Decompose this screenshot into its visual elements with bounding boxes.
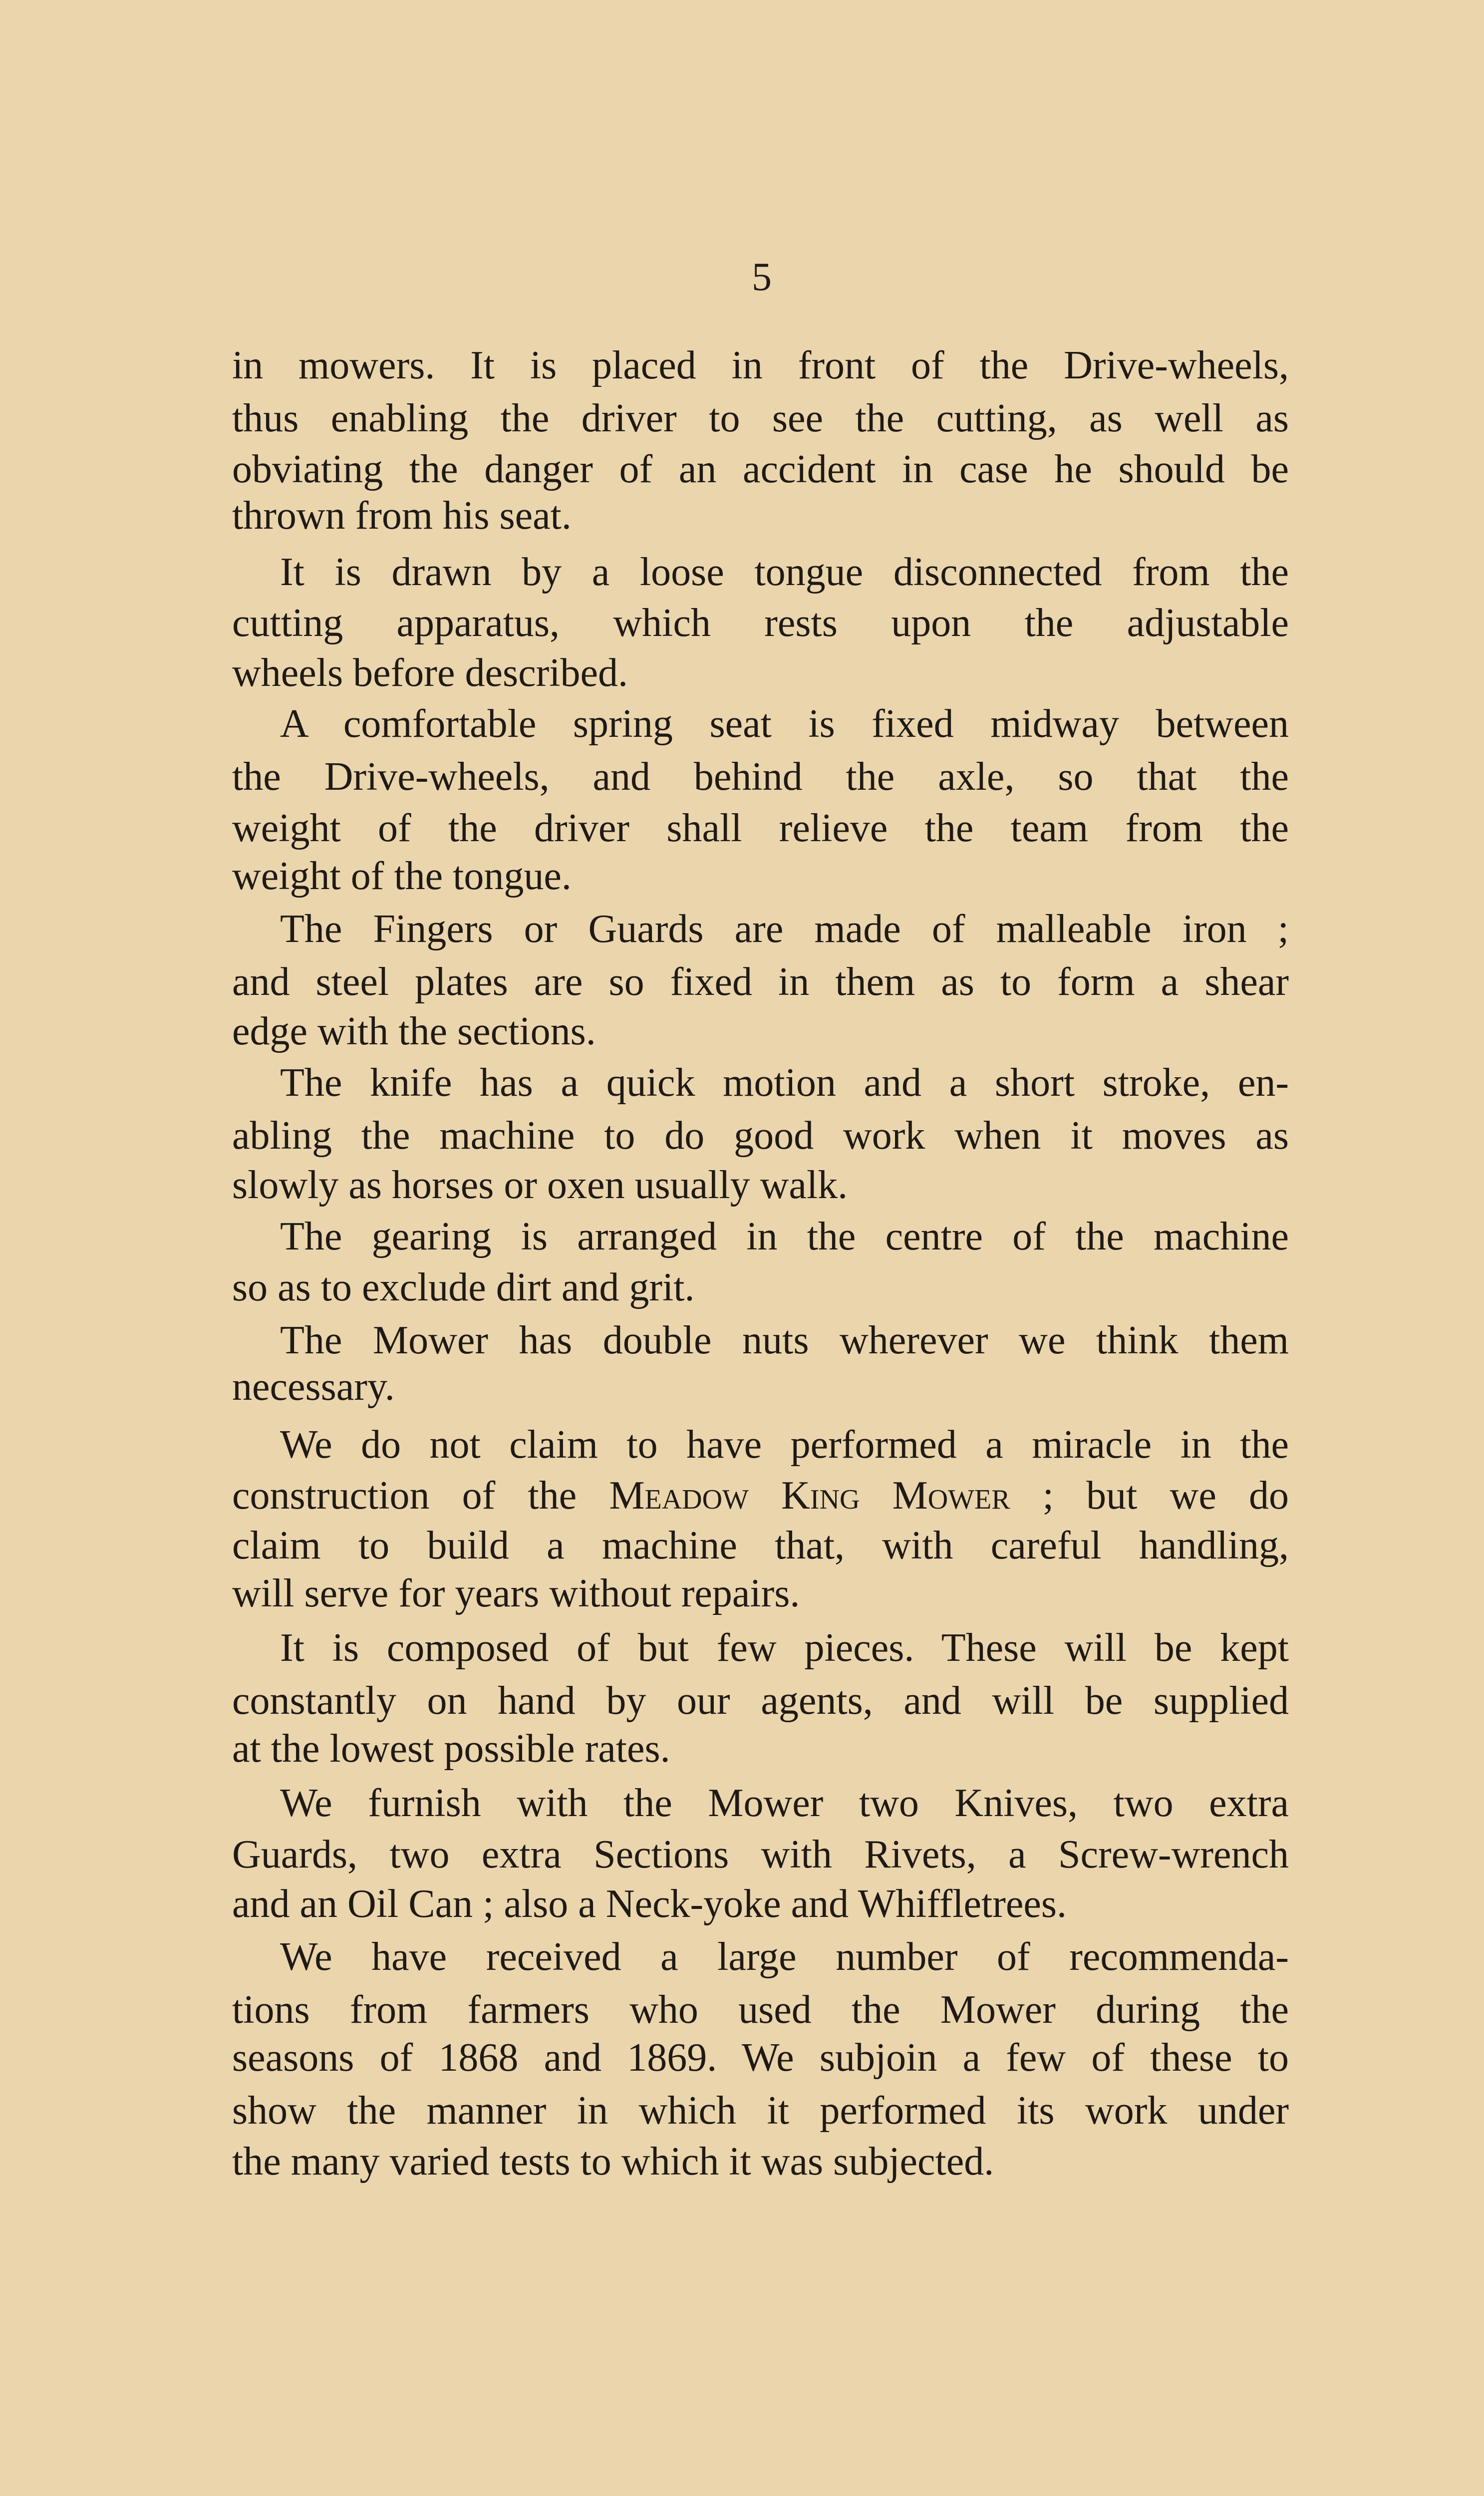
text-line: A comfortable spring seat is fixed midway between bbox=[280, 702, 1289, 746]
product-name-small-caps: Meadow King Mower bbox=[609, 1474, 1010, 1518]
text-line: show the manner in which it performed its work under bbox=[232, 2088, 1289, 2133]
text-line: constantly on hand by our agents, and will be supplied bbox=[232, 1678, 1289, 1723]
text-segment: construction of the bbox=[232, 1474, 609, 1518]
text-line: thrown from his seat. bbox=[232, 494, 572, 538]
text-line: claim to build a machine that, with careful handling, bbox=[232, 1523, 1289, 1567]
text-line: thus enabling the driver to see the cutting, as well as bbox=[232, 396, 1289, 440]
text-line: tions from farmers who used the Mower during the bbox=[232, 1987, 1289, 2032]
text-line: The Fingers or Guards are made of malleable iron ; bbox=[280, 907, 1289, 951]
text-line: necessary. bbox=[232, 1365, 395, 1409]
text-line: cutting apparatus, which rests upon the adjustable bbox=[232, 601, 1289, 645]
text-line: the many varied tests to which it was subjected. bbox=[232, 2140, 994, 2184]
text-line: so as to exclude dirt and grit. bbox=[232, 1265, 695, 1310]
text-line: The gearing is arranged in the centre of the machine bbox=[280, 1214, 1289, 1258]
text-line: We do not claim to have performed a miracle in the bbox=[280, 1422, 1289, 1467]
text-line: edge with the sections. bbox=[232, 1009, 596, 1054]
text-line bbox=[232, 1471, 1289, 1521]
text-line: weight of the driver shall relieve the team from the bbox=[232, 806, 1289, 850]
text-line: The knife has a quick motion and a short stroke, en- bbox=[280, 1060, 1289, 1105]
text-line: slowly as horses or oxen usually walk. bbox=[232, 1163, 848, 1207]
text-line: weight of the tongue. bbox=[232, 854, 572, 899]
text-line: the Drive-wheels, and behind the axle, so that the bbox=[232, 755, 1289, 799]
text-line: Guards, two extra Sections with Rivets, a Screw-wrench bbox=[232, 1832, 1289, 1876]
text-line: obviating the danger of an accident in case he should be bbox=[232, 447, 1289, 492]
text-line: wheels before described. bbox=[232, 650, 628, 695]
text-line: It is composed of but few pieces. These will be kept bbox=[280, 1625, 1289, 1670]
text-line: We furnish with the Mower two Knives, two extra bbox=[280, 1781, 1289, 1825]
text-line: and an Oil Can ; also a Neck-yoke and Whiffletrees. bbox=[232, 1881, 1067, 1926]
text-line: We have received a large number of recommenda- bbox=[280, 1934, 1289, 1979]
text-line: in mowers. It is placed in front of the Drive-wheels, bbox=[232, 343, 1289, 388]
text-line: It is drawn by a loose tongue disconnected from the bbox=[280, 550, 1289, 594]
text-line: will serve for years without repairs. bbox=[232, 1571, 800, 1615]
text-segment: ; but we do bbox=[1010, 1474, 1289, 1518]
text-line: The Mower has double nuts wherever we think them bbox=[280, 1318, 1289, 1363]
text-line: abling the machine to do good work when it moves as bbox=[232, 1113, 1289, 1158]
page-number: 5 bbox=[752, 255, 772, 299]
text-line: seasons of 1868 and 1869. We subjoin a few of these to bbox=[232, 2035, 1289, 2080]
text-line: at the lowest possible rates. bbox=[232, 1726, 670, 1771]
text-line: and steel plates are so fixed in them as to form a shear bbox=[232, 959, 1289, 1004]
